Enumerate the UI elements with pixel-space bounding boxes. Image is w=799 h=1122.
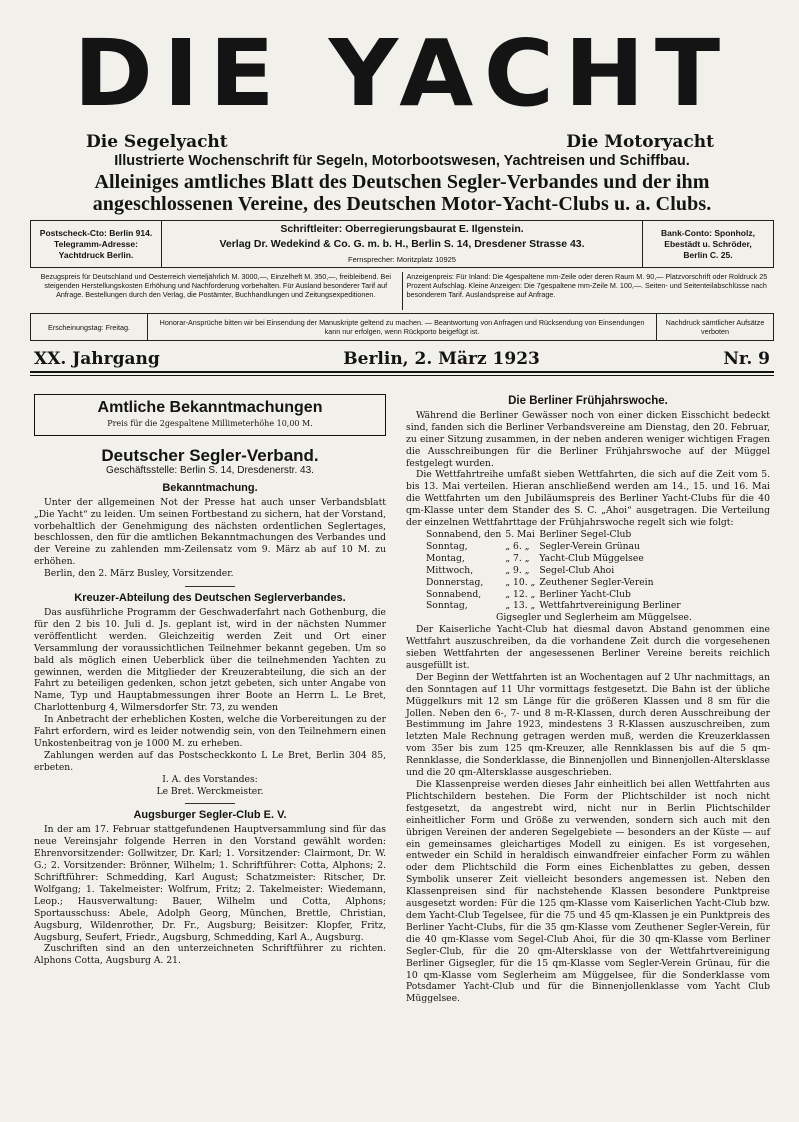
spring-week-paragraph: Der Kaiserliche Yacht-Club hat diesmal davon Abstand genommen eine Wettfahrt auszuschreiben, da die vorhandene Zeit durch die vorgesehenen sieben Wettfahrten der angesessenen Berliner Vereine bereits reichlich ausgefüllt ist. bbox=[406, 624, 770, 671]
left-column bbox=[34, 394, 386, 1005]
kreuzer-signature-2: Le Bret. Werckmeister. bbox=[156, 785, 264, 797]
schedule-club: Berliner Segel-Club bbox=[539, 528, 632, 540]
left-subtitle: Die Segelyacht bbox=[86, 132, 228, 152]
schedule-club: Wettfahrtvereinigung Berliner bbox=[539, 600, 681, 612]
price-info bbox=[30, 272, 774, 310]
dsv-address: Geschäftsstelle: Berlin S. 14, Dresdenerstr. 43. bbox=[106, 464, 314, 476]
schedule-num: „ 12. „ bbox=[505, 588, 536, 600]
article-columns bbox=[30, 394, 774, 1005]
schedule-day: Sonnabend, den bbox=[426, 528, 502, 540]
schedule-club: Berliner Yacht-Club bbox=[539, 588, 631, 600]
kreuzer-signature-1: I. A. des Vorstandes: bbox=[162, 773, 258, 785]
subtitle-row bbox=[30, 130, 774, 152]
postal-info bbox=[31, 221, 162, 267]
right-subtitle: Die Motoryacht bbox=[566, 132, 714, 152]
schedule-row bbox=[426, 529, 685, 541]
official-notices-price: Preis für die 2gespaltene Millimeterhöhe 10,00 M. bbox=[107, 419, 313, 428]
schedule-day: Donnerstag, bbox=[426, 576, 484, 588]
divider bbox=[185, 803, 235, 804]
announcement-signature: Berlin, den 2. März Busley, Vorsitzender. bbox=[44, 568, 234, 580]
masthead-title: DIE YACHT bbox=[73, 20, 731, 127]
publisher-text: Verlag Dr. Wedekind & Co. G. m. b. H., Berlin S. 14, Dresdener Strasse 43. bbox=[219, 237, 585, 250]
schedule-day: Sonnabend, bbox=[426, 588, 482, 600]
dsv-title: Deutscher Segler-Verband. bbox=[101, 445, 319, 465]
telegram-label: Telegramm-Adresse: bbox=[54, 238, 138, 249]
schedule-club: Segler-Verein Grünau bbox=[539, 540, 640, 552]
tagline: Illustrierte Wochenschrift für Segeln, Motorbootswesen, Yachtreisen und Schiffbau. bbox=[114, 153, 690, 169]
schedule-row bbox=[426, 553, 685, 565]
spring-week-paragraph: Der Beginn der Wettfahrten ist an Wochentagen auf 2 Uhr nachmittags, an den Sonntagen auf 11 Uhr vormittags festgesetzt. Die Bahn ist der übliche Müggelkurs mit 12 sm Länge für die größeren Klassen und 8 sm für die Jollen. Neben den 6-, 7- und 8 m-R-Klassen, durch deren Ausschreibung der Bestimmung im Jahre 1923, mindestens 3 R-Klassen auszuschreiben, zum letzten Male Rechnung getragen werden muß, werden die Kreuzerklassen vom 35er bis zum 125 qm-Kreuzer, alle Rennklassen bis auf die 5 qm-Rennklasse, die Sonderklasse, die Binnenjollen und Binnenjollen-Altersklasse und die 20 qm-Altersklasse ausgeschrieben. bbox=[406, 671, 770, 779]
divider bbox=[185, 586, 235, 587]
publication-notes-box bbox=[30, 313, 774, 341]
volume-label: XX. Jahrgang bbox=[34, 349, 160, 369]
schedule-club: Yacht-Club Müggelsee bbox=[539, 552, 644, 564]
kreuzer-title: Kreuzer-Abteilung des Deutschen Seglerverbandes. bbox=[74, 592, 346, 605]
official-notices-title: Amtliche Bekanntmachungen bbox=[97, 399, 323, 416]
schedule-num: „ 6. „ bbox=[505, 540, 530, 552]
schedule-num: „ 9. „ bbox=[505, 564, 530, 576]
editor-publisher-info bbox=[162, 221, 643, 267]
kreuzer-paragraph: Zahlungen werden auf das Postscheckkonto L Le Bret, Berlin 304 85, erbeten. bbox=[34, 749, 386, 773]
bank-line-3: Berlin C. 25. bbox=[683, 249, 733, 260]
schedule-day: Montag, bbox=[426, 552, 465, 564]
dateline bbox=[30, 349, 774, 369]
schedule-num: „ 10. „ bbox=[505, 576, 536, 588]
schedule-row bbox=[426, 565, 685, 577]
kreuzer-paragraph: In Anbetracht der erheblichen Kosten, welche die Vorbereitungen zu der Fahrt erfordern, wird es leider notwendig sein, von den Teilnehmern einen Unkostenbeitrag von je 1000 M. zu erheben. bbox=[34, 714, 386, 749]
schedule-row bbox=[426, 541, 685, 553]
subscription-price: Bezugspreis für Deutschland und Oesterreich vierteljährlich M. 3000,—, Einzelheft M. 350,—, freibleibend. Bei steigenden Herstellungskosten Erhöhung und Nachforderung vorbehalten. Für Ausland besonderer Tarif auf Anfrage. Bestellungen durch den Verlag, die Postämter, Buchhandlungen und Zeitungsexpeditionen. bbox=[30, 272, 403, 310]
schedule-num: „ 13. „ bbox=[505, 600, 536, 612]
schedule-tail: Gigsegler und Seglerheim am Müggelsee. bbox=[496, 612, 692, 624]
phone-text: Fernsprecher: Moritzplatz 10925 bbox=[348, 254, 456, 264]
headline-line-2: angeschlossenen Vereine, des Deutschen Motor-Yacht-Clubs u. a. Clubs. bbox=[92, 193, 712, 215]
schedule-row bbox=[426, 589, 685, 601]
telegram-address: Yachtdruck Berlin. bbox=[58, 249, 134, 260]
divider bbox=[30, 371, 774, 373]
headline-line-1: Alleiniges amtliches Blatt des Deutschen Segler-Verbandes und der ihm bbox=[94, 171, 710, 193]
bank-line-1: Bank-Conto: Sponholz, bbox=[661, 227, 755, 238]
spring-week-paragraph: Die Wettfahrtreihe umfaßt sieben Wettfahrten, die sich auf die Zeit vom 5. bis 13. Mai verteilen. Hieran anschließend werden am 14., 15. und 16. Mai die Wettfahrten um den Jubiläumspreis des Berliner Yacht-Clubs für die 40 qm-Klasse unter dem Stander des S. C. „Ahoi“ ausgetragen. Die Verteilung der einzelnen Wettfahrttage der Frühjahrswoche regelt sich wie folgt: bbox=[406, 469, 770, 529]
spring-week-paragraph: Die Klassenpreise werden dieses Jahr einheitlich bei allen Wettfahrten aus Plichtschildern bestehen. Die Form der Plichtschilder ist noch nicht festgesetzt, da angestrebt wird, nicht nur in Berlin Plichtschilder einheitlicher Form und Größe zu verwenden, sondern sich auch mit den übrigen Vereinen der anderen Segelgebiete — besonders an der Küste — auf ein gemeinsames gleichartiges Modell zu einigen. Es ist vorgesehen, entweder ein Schild in heraldisch einwandfreier einfacher Form zu wählen oder dem Plichtschild die Form eines Eichenblattes zu geben, dessen Symbolik unserer Zeit vielleicht besonders angemessen ist. Neben den Klassenpreisen sind für nachstehende Klassen besondere Punktpreise ausgesetzt worden: Für die 125 qm-Klasse vom Kaiserlichen Yacht-Club bzw. dem Yacht-Club Tegelsee, für die 75 und 45 qm-Klassen je ein Punktpreis des Berliner Yacht-Clubs, für die 35 qm-Klasse vom Zeuthener Segler-Verein, für die 40 qm-Klasse vom Segel-Club Ahoi, für die 30 qm-Klasse vom Berliner Segler-Club, für die 20 qm-Altersklasse von der Wettfahrtvereinigung Berliner Gigsegler, für die 15 qm-Klasse vom Segler-Verein Grünau, für die 10 qm-Klasse vom Seglerheim am Müggelsee, für die Sonderklasse vom Potsdamer Yacht-Club und für die Binnenjollenklasse vom Yacht Club Müggelsee. bbox=[406, 779, 770, 1005]
publication-day: Erscheinungstag: Freitag. bbox=[31, 314, 148, 340]
honorarium-note: Honorar-Ansprüche bitten wir bei Einsendung der Manuskripte geltend zu machen. — Beantwortung von Anfragen und Rücksendung von Einsendungen kann nur erfolgen, wenn Rückporto beigefügt ist. bbox=[148, 314, 657, 340]
bank-info bbox=[643, 221, 773, 267]
spring-week-paragraph: Während die Berliner Gewässer noch von einer dicken Eisschicht bedeckt sind, fanden sich die Berliner Verbandsvereine am Dienstag, den 20. Februar, zu einer Sitzung zusammen, in der neben anderen weniger wichtigen Fragen die Ausschreibungen für die Berliner Frühjahrswoche auf der Müggel festgelegt wurden. bbox=[406, 409, 770, 469]
issue-date: Berlin, 2. März 1923 bbox=[343, 349, 540, 369]
schedule-club: Segel-Club Ahoi bbox=[539, 564, 615, 576]
schedule-num: 5. Mai bbox=[505, 528, 535, 540]
augsburg-title: Augsburger Segler-Club E. V. bbox=[133, 809, 287, 822]
schedule-day: Sonntag, bbox=[426, 600, 468, 612]
postscheck-text: Postscheck-Cto: Berlin 914. bbox=[39, 227, 153, 238]
bank-line-2: Ebestädt u. Schröder, bbox=[664, 238, 752, 249]
augsburg-paragraph: Zuschriften sind an den unterzeichneten Schriftführer zu richten. Alphons Cotta, Augsburg A. 21. bbox=[34, 943, 386, 967]
spring-week-title: Die Berliner Frühjahrswoche. bbox=[508, 395, 668, 407]
right-column bbox=[406, 394, 770, 1005]
newspaper-page bbox=[30, 18, 774, 1005]
kreuzer-paragraph: Das ausführliche Programm der Geschwaderfahrt nach Gothenburg, die für den 2 bis 10. Juli d. Js. geplant ist, wird in der nächsten Nummer veröffentlicht werden. Gleichzeitig werden Zeit und Ort einer Versammlung der voraussichtlichen Teilnehmer bekannt gegeben. Um so bald als möglich einen Ueberblick über die teilnehmenden Yachten zu gewinnen, werden die Mitglieder der Kreuzerabteilung, die sich an der Fahrt zu beteiligen gedenken, schon jetzt gebeten, sich unter Angabe von Name, Typ und Hauptabmessungen ihrer Boote an Herrn L. Le Bret, Charlottenburg 4, Wilmersdorfer Str. 73, zu wenden bbox=[34, 606, 386, 714]
schedule-row bbox=[426, 577, 685, 589]
schedule-num: „ 7. „ bbox=[505, 552, 530, 564]
editor-text: Schriftleiter: Oberregierungsbaurat E. Ilgenstein. bbox=[280, 222, 524, 235]
publisher-info-box bbox=[30, 220, 774, 268]
schedule-row bbox=[426, 600, 685, 612]
divider bbox=[30, 375, 774, 376]
race-schedule bbox=[426, 529, 685, 612]
issue-number: Nr. 9 bbox=[723, 349, 770, 369]
official-notices-box bbox=[34, 394, 386, 436]
reprint-note: Nachdruck sämtlicher Aufsätze verboten bbox=[665, 318, 765, 336]
augsburg-paragraph: In der am 17. Februar stattgefundenen Hauptversammlung sind für das neue Vereinsjahr folgende Herren in den Vorstand gewählt worden: Ehrenvorsitzender: Gollwitzer, Dr. Karl; 1. Vorsitzender: Clairmont, Dr. W. G.; 2. Vorsitzender: Brönner, Wilhelm; 1. Schriftführer: Cotta, Alphons; 2. Schriftführer: Schmedding, Karl August; Schatzmeister: Ritscher, Dr. Wolfgang; 1. Takelmeister: Wolfrum, Fritz; 2. Takelmeister: Wiedemann, Leop.; Hausverwaltung: Bauer, Wilhelm und Cotta, Alphons; Sportausschuss: Abele, Adolph Georg, München, Brettle, Christian, Augsburg, Wildenrother, Dr. Fr., Augsburg; Beisitzer: Klopfer, Fritz, Augsburg, Seufert, Friedr., Augsburg, Schmedding, Karl A., Augsburg. bbox=[34, 824, 386, 943]
announcement-title: Bekanntmachung. bbox=[162, 481, 258, 494]
schedule-day: Mittwoch, bbox=[426, 564, 474, 576]
advertising-price: Anzeigenpreis: Für Inland: Die 4gespaltene mm-Zeile oder deren Raum M. 90,— Platzvorschrift oder Roldruck 25 Prozent Aufschlag. Kleine Anzeigen: Die 7gespaltene mm-Zeile M. 100,—. Seiten- und Seitenteilabschlüsse nach besonderem Tarif. Auslandspreise auf Anfrage. bbox=[406, 272, 768, 299]
schedule-day: Sonntag, bbox=[426, 540, 468, 552]
schedule-club: Zeuthener Segler-Verein bbox=[539, 576, 654, 588]
announcement-text: Unter der allgemeinen Not der Presse hat auch unser Verbandsblatt „Die Yacht“ zu leiden. Um seinen Fortbestand zu sichern, hat der Vorstand, vorbehaltlich der Genehmigung des nächsten ordentlichen Seglertages, beschlossen, den für die amtlichen Bekanntmachungen des Verbandes und der Vereine zu zahlenden mm-Zeilensatz vom 9. März ab auf 10 M. zu erhöhen. bbox=[34, 496, 386, 568]
